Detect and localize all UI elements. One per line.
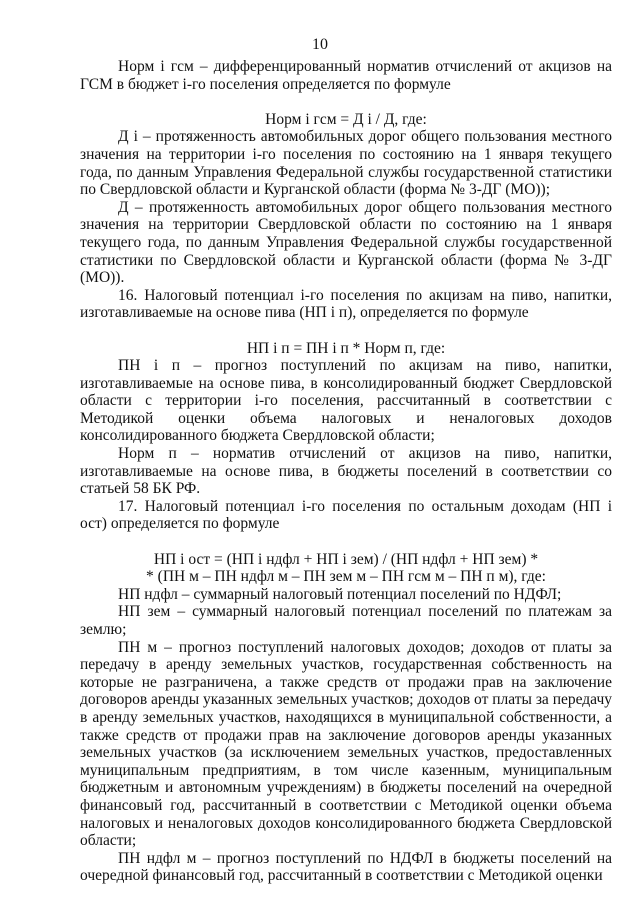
page-number: 10	[312, 36, 328, 53]
paragraph-d-i: Д i – протяженность автомобильных дорог общего пользования местного значения на территории i-го поселения по состоянию на 1 января текущего года, по данным Управления Федеральной службы государственной статистики по Свердловской области и Курганской области (форма № 3-ДГ (МО));	[80, 128, 612, 199]
formula-np-i-ost-line-2: * (ПН м – ПН ндфл м – ПН зем м – ПН гсм м – ПН п м), где:	[146, 568, 546, 586]
paragraph-pn-i-p: ПН i п – прогноз поступлений по акцизам на пиво, напитки, изготавливаемые на основе пива, в консолидированный бюджет Свердловской области с территории i-го поселения, рассчитанный в соответствии с Методикой оценки объема налоговых и неналоговых доходов консолидированного бюджета Свердловской области;	[80, 357, 612, 445]
formula-np-i-p: НП i п = ПН i п * Норм п, где:	[246, 339, 446, 357]
paragraph-d: Д – протяженность автомобильных дорог общего пользования местного значения на территории Свердловской области по состоянию на 1 января текущего года, по данным Управления Федеральной службы государственной статистики по Свердловской области и Курганской области (форма № 3-ДГ (МО)).	[80, 198, 612, 287]
page-body	[80, 58, 612, 885]
paragraph-pn-m: ПН м – прогноз поступлений налоговых доходов; доходов от платы за передачу в аренду земельных участков, государственная собственность на которые не разграничена, а также средств от продажи прав на заключение договоров аренды указанных земельных участков; доходов от платы за передачу в аренду земельных участков, находящихся в муниципальной собственности, а также средств от продажи прав на заключение договоров аренды указанных земельных участков (за исключением земельных участков, предоставленных муниципальным предприятиям, в том числе казенным, муниципальным бюджетным и автономным учреждениям) в бюджеты поселений на очередной финансовый год, рассчитанный в соответствии с Методикой оценки объема налоговых и неналоговых доходов консолидированного бюджета Свердловской области;	[80, 638, 612, 850]
formula-norm-gsm: Норм i гсм = Д i / Д, где:	[265, 110, 427, 128]
formula-np-i-ost-line-1: НП i ост = (НП i ндфл + НП i зем) / (НП ндфл + НП зем) *	[153, 550, 539, 568]
paragraph-pn-ndfl-m: ПН ндфл м – прогноз поступлений по НДФЛ в бюджеты поселений на очередной финансовый год, рассчитанный в соответствии с Методикой оценки	[80, 849, 612, 885]
paragraph-np-ndfl: НП ндфл – суммарный налоговый потенциал поселений по НДФЛ;	[118, 585, 562, 603]
paragraph-item-17: 17. Налоговый потенциал i-го поселения по остальным доходам (НП i ост) определяется по формуле	[80, 497, 612, 533]
paragraph-norm-p: Норм п – норматив отчислений от акцизов на пиво, напитки, изготавливаемые на основе пива, в бюджеты поселений в соответствии со статьей 58 БК РФ.	[80, 445, 612, 498]
paragraph-norm-gsm-definition: Норм i гсм – дифференцированный норматив отчислений от акцизов на ГСМ в бюджет i-го поселения определяется по формуле	[80, 58, 612, 93]
paragraph-np-zem: НП зем – суммарный налоговый потенциал поселений по платежам за землю;	[80, 603, 612, 638]
paragraph-item-16: 16. Налоговый потенциал i-го поселения по акцизам на пиво, напитки, изготавливаемые на основе пива (НП i п), определяется по формуле	[80, 286, 612, 322]
